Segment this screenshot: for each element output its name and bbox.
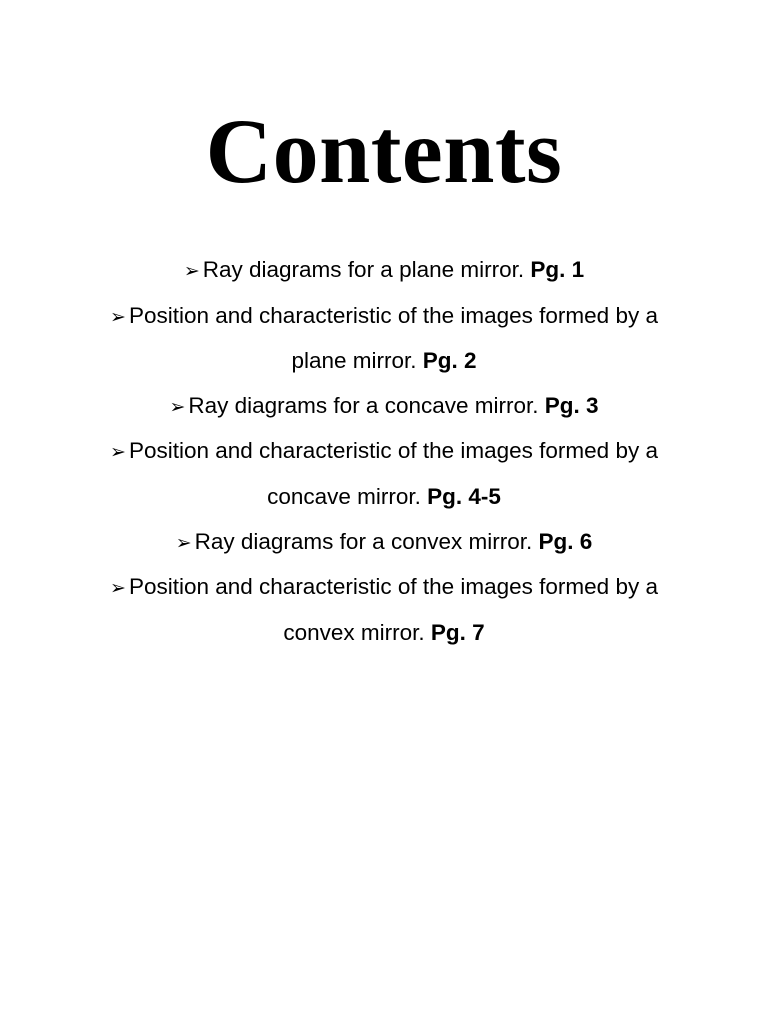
- toc-item-page: Pg. 6: [538, 528, 593, 554]
- toc-item: [100, 294, 668, 384]
- arrowhead-bullet-icon: ➢: [169, 395, 186, 418]
- arrowhead-bullet-icon: ➢: [183, 260, 200, 282]
- arrowhead-bullet-icon: ➢: [110, 305, 126, 328]
- toc-item: [100, 384, 668, 430]
- toc-item-page: Pg. 2: [422, 348, 477, 374]
- toc-item-text: Position and characteristic of the images formed by a convex mirror.: [128, 574, 658, 645]
- arrowhead-bullet-icon: ➢: [110, 577, 126, 600]
- toc-item: [100, 565, 668, 655]
- toc-item: [100, 520, 668, 566]
- toc-item: [100, 248, 668, 294]
- table-of-contents: [100, 248, 668, 655]
- toc-item-page: Pg. 3: [544, 392, 599, 418]
- toc-item-text: Position and characteristic of the images formed by a plane mirror.: [128, 302, 658, 374]
- arrowhead-bullet-icon: ➢: [110, 441, 126, 464]
- toc-item: [100, 429, 668, 519]
- toc-item-text: Ray diagrams for a concave mirror.: [188, 392, 539, 418]
- toc-item-page: Pg. 1: [530, 257, 585, 282]
- toc-item-text: Position and characteristic of the images formed by a concave mirror.: [128, 438, 658, 509]
- toc-item-page: Pg. 7: [430, 619, 485, 645]
- arrowhead-bullet-icon: ➢: [175, 531, 192, 554]
- toc-item-text: Ray diagrams for a plane mirror.: [202, 257, 525, 282]
- page-title: Contents: [205, 100, 563, 202]
- toc-item-page: Pg. 4-5: [427, 483, 501, 509]
- toc-item-text: Ray diagrams for a convex mirror.: [194, 528, 533, 554]
